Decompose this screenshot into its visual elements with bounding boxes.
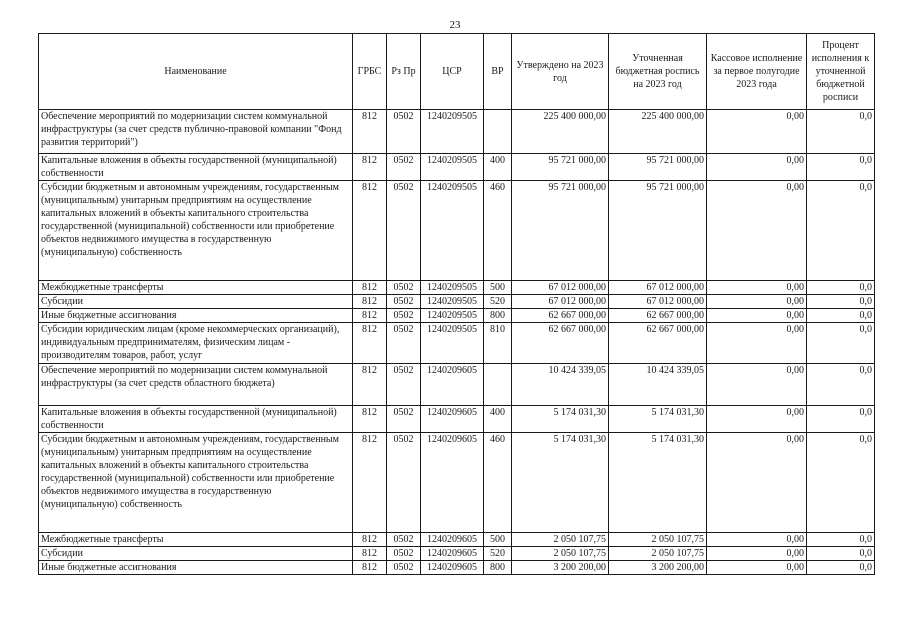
cell-rzpr: 0502 [387,295,421,309]
cell-grbs: 812 [353,323,387,364]
cell-vr: 800 [484,561,512,575]
header-rzpr: Рз Пр [387,34,421,110]
cell-refined: 95 721 000,00 [609,181,707,281]
cell-grbs: 812 [353,110,387,154]
cell-grbs: 812 [353,533,387,547]
cell-percent: 0,0 [807,110,875,154]
cell-vr: 460 [484,181,512,281]
table-row [39,547,875,561]
cell-refined: 225 400 000,00 [609,110,707,154]
cell-percent: 0,0 [807,295,875,309]
cell-executed: 0,00 [707,561,807,575]
table-row [39,281,875,295]
cell-refined: 67 012 000,00 [609,295,707,309]
cell-approved: 95 721 000,00 [512,181,609,281]
cell-name: Субсидии бюджетным и автономным учреждениям, государственным (муниципальным) унитарным предприятиям на осуществление капитальных вложений в объекты капитального строительства государственной (муниципальной) собственности или приобретение объектов недвижимого имущества в государственную (муниципальную) собственность [39,181,353,281]
cell-grbs: 812 [353,281,387,295]
cell-executed: 0,00 [707,533,807,547]
cell-percent: 0,0 [807,323,875,364]
cell-refined: 62 667 000,00 [609,309,707,323]
cell-csr: 1240209505 [421,110,484,154]
cell-grbs: 812 [353,433,387,533]
cell-vr [484,110,512,154]
cell-grbs: 812 [353,406,387,433]
cell-refined: 2 050 107,75 [609,533,707,547]
cell-vr: 800 [484,309,512,323]
header-vr: ВР [484,34,512,110]
cell-percent: 0,0 [807,406,875,433]
header-approved: Утверждено на 2023 год [512,34,609,110]
cell-vr: 500 [484,281,512,295]
cell-refined: 62 667 000,00 [609,323,707,364]
header-name: Наименование [39,34,353,110]
table-row [39,154,875,181]
cell-approved: 2 050 107,75 [512,533,609,547]
cell-approved: 62 667 000,00 [512,323,609,364]
cell-rzpr: 0502 [387,433,421,533]
cell-rzpr: 0502 [387,533,421,547]
cell-approved: 5 174 031,30 [512,406,609,433]
cell-approved: 67 012 000,00 [512,295,609,309]
header-csr: ЦСР [421,34,484,110]
cell-grbs: 812 [353,561,387,575]
cell-executed: 0,00 [707,433,807,533]
cell-vr: 400 [484,406,512,433]
cell-grbs: 812 [353,181,387,281]
cell-vr: 500 [484,533,512,547]
cell-vr: 520 [484,295,512,309]
cell-approved: 95 721 000,00 [512,154,609,181]
cell-approved: 3 200 200,00 [512,561,609,575]
table-row [39,561,875,575]
table-row [39,323,875,364]
cell-percent: 0,0 [807,561,875,575]
cell-csr: 1240209505 [421,323,484,364]
cell-percent: 0,0 [807,364,875,406]
cell-vr: 400 [484,154,512,181]
cell-executed: 0,00 [707,323,807,364]
cell-name: Обеспечение мероприятий по модернизации систем коммунальной инфраструктуры (за счет средств публично-правовой компании "Фонд развития территорий") [39,110,353,154]
header-executed: Кассовое исполнение за первое полугодие 2023 года [707,34,807,110]
cell-name: Субсидии бюджетным и автономным учреждениям, государственным (муниципальным) унитарным предприятиям на осуществление капитальных вложений в объекты капитального строительства государственной (муниципальной) собственности или приобретение объектов недвижимого имущества в государственную (муниципальную) собственность [39,433,353,533]
cell-executed: 0,00 [707,181,807,281]
cell-executed: 0,00 [707,110,807,154]
cell-approved: 10 424 339,05 [512,364,609,406]
cell-rzpr: 0502 [387,364,421,406]
cell-rzpr: 0502 [387,309,421,323]
cell-grbs: 812 [353,547,387,561]
table-header-row [39,34,875,110]
cell-rzpr: 0502 [387,406,421,433]
cell-percent: 0,0 [807,309,875,323]
cell-percent: 0,0 [807,154,875,181]
table-row [39,533,875,547]
cell-name: Субсидии [39,295,353,309]
cell-refined: 5 174 031,30 [609,433,707,533]
cell-executed: 0,00 [707,364,807,406]
cell-csr: 1240209505 [421,181,484,281]
cell-refined: 10 424 339,05 [609,364,707,406]
table-row [39,309,875,323]
cell-percent: 0,0 [807,533,875,547]
cell-percent: 0,0 [807,181,875,281]
cell-csr: 1240209605 [421,547,484,561]
cell-refined: 3 200 200,00 [609,561,707,575]
cell-csr: 1240209605 [421,364,484,406]
cell-rzpr: 0502 [387,110,421,154]
cell-refined: 5 174 031,30 [609,406,707,433]
cell-csr: 1240209505 [421,154,484,181]
table-row [39,406,875,433]
cell-refined: 67 012 000,00 [609,281,707,295]
cell-rzpr: 0502 [387,547,421,561]
cell-csr: 1240209605 [421,406,484,433]
cell-percent: 0,0 [807,433,875,533]
cell-name: Обеспечение мероприятий по модернизации систем коммунальной инфраструктуры (за счет средств областного бюджета) [39,364,353,406]
cell-csr: 1240209605 [421,533,484,547]
cell-percent: 0,0 [807,547,875,561]
table-row [39,364,875,406]
cell-executed: 0,00 [707,309,807,323]
cell-rzpr: 0502 [387,154,421,181]
header-percent: Процент исполнения к уточненной бюджетной росписи [807,34,875,110]
cell-csr: 1240209505 [421,281,484,295]
cell-csr: 1240209505 [421,295,484,309]
cell-csr: 1240209505 [421,309,484,323]
cell-grbs: 812 [353,154,387,181]
cell-rzpr: 0502 [387,323,421,364]
cell-approved: 2 050 107,75 [512,547,609,561]
cell-refined: 95 721 000,00 [609,154,707,181]
table-row [39,295,875,309]
cell-executed: 0,00 [707,547,807,561]
cell-name: Межбюджетные трансферты [39,533,353,547]
cell-csr: 1240209605 [421,561,484,575]
cell-approved: 62 667 000,00 [512,309,609,323]
cell-executed: 0,00 [707,295,807,309]
page-number: 23 [449,19,461,31]
cell-percent: 0,0 [807,281,875,295]
cell-executed: 0,00 [707,154,807,181]
cell-executed: 0,00 [707,281,807,295]
cell-name: Иные бюджетные ассигнования [39,561,353,575]
cell-csr: 1240209605 [421,433,484,533]
cell-name: Капитальные вложения в объекты государственной (муниципальной) собственности [39,154,353,181]
cell-vr: 520 [484,547,512,561]
cell-approved: 5 174 031,30 [512,433,609,533]
cell-vr [484,364,512,406]
cell-rzpr: 0502 [387,561,421,575]
table-row [39,433,875,533]
cell-grbs: 812 [353,364,387,406]
cell-name: Межбюджетные трансферты [39,281,353,295]
table-row [39,181,875,281]
cell-name: Капитальные вложения в объекты государственной (муниципальной) собственности [39,406,353,433]
cell-name: Иные бюджетные ассигнования [39,309,353,323]
table-row [39,110,875,154]
header-grbs: ГРБС [353,34,387,110]
cell-vr: 460 [484,433,512,533]
cell-vr: 810 [484,323,512,364]
cell-grbs: 812 [353,295,387,309]
header-refined: Уточненная бюджетная роспись на 2023 год [609,34,707,110]
cell-refined: 2 050 107,75 [609,547,707,561]
cell-rzpr: 0502 [387,281,421,295]
cell-grbs: 812 [353,309,387,323]
cell-name: Субсидии юридическим лицам (кроме некоммерческих организаций), индивидуальным предпринимателям, физическим лицам - производителям товаров, работ, услуг [39,323,353,364]
cell-executed: 0,00 [707,406,807,433]
cell-approved: 67 012 000,00 [512,281,609,295]
cell-approved: 225 400 000,00 [512,110,609,154]
cell-name: Субсидии [39,547,353,561]
cell-rzpr: 0502 [387,181,421,281]
budget-table [38,33,875,575]
